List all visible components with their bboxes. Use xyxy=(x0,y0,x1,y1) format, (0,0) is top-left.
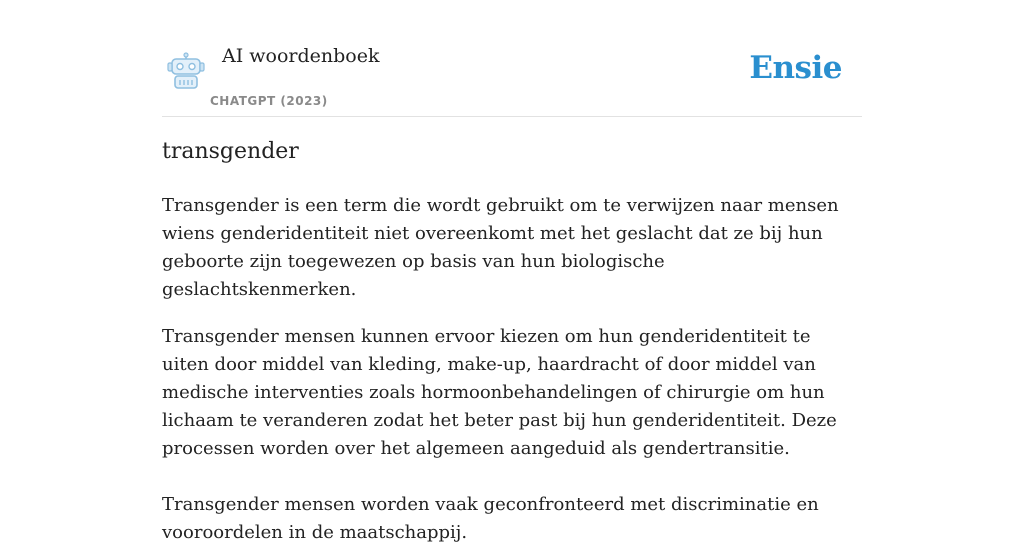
definition-paragraph: Transgender mensen worden vaak geconfronteerd met discriminatie en vooroordelen in de maatschappij. xyxy=(162,494,819,543)
entry-term: transgender xyxy=(162,139,299,164)
robot-icon xyxy=(166,52,206,90)
source-title[interactable]: AI woordenboek xyxy=(222,45,380,67)
entry-definition xyxy=(162,192,862,547)
ensie-logo[interactable]: Ensie xyxy=(749,50,842,86)
definition-paragraph: Transgender mensen kunnen ervoor kiezen om hun genderidentiteit te uiten door middel van kleding, make-up, haardracht of door middel van medische interventies zoals hormoonbehandelingen of chirurgie om hun lichaam te veranderen zodat het beter past bij hun genderidentiteit. Deze processen worden over het algemeen aangeduid als gendertransitie. xyxy=(162,326,837,459)
definition-paragraph: Transgender is een term die wordt gebruikt om te verwijzen naar mensen wiens genderidentiteit niet overeenkomt met het geslacht dat ze bij hun geboorte zijn toegewezen op basis van hun biologische geslachtskenmerken. xyxy=(162,195,839,300)
source-subtitle: CHATGPT (2023) xyxy=(210,94,328,108)
entry-header xyxy=(162,0,862,117)
